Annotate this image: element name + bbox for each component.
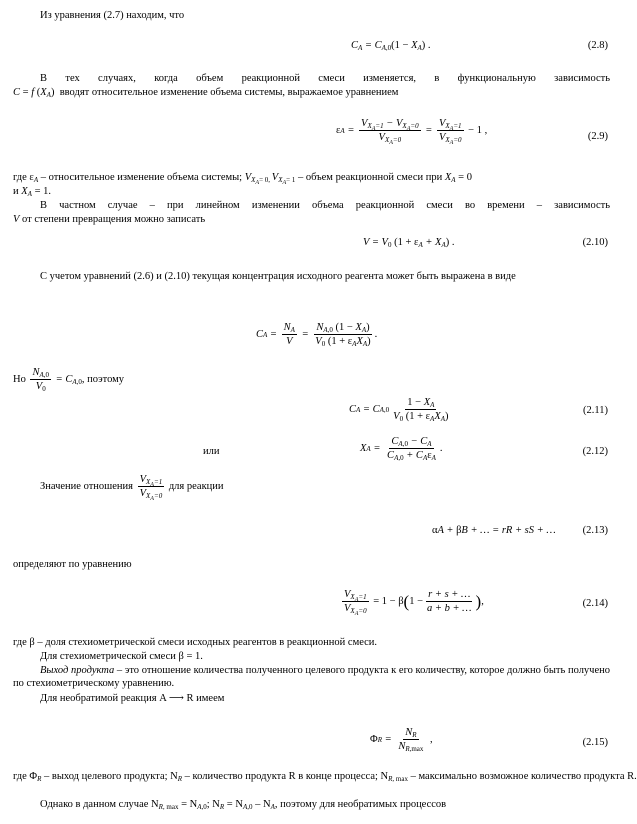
paragraph-epsilon-def: где $\varepsilon_A$ – относительное изменение объема системы; $V_{X_A= 0,}$ $V_{X_A= 1}$ – объем реакционной смеси при $X_A = 0$ bbox=[13, 172, 472, 186]
paragraph-irreversible: Для необратимой реакция A ⟶ R имеем bbox=[40, 693, 225, 704]
paragraph-ratio: Значение отношения $\frac{V_{X_A=1}}{V_{X_A=0}}$ для реакции bbox=[40, 474, 224, 502]
equation-2-10: $V = V_0$ $(1 + \varepsilon_A + X_A)$ . bbox=[363, 237, 455, 249]
equation-2-13: αA + βB + … = rR + sS + … bbox=[432, 525, 556, 536]
paragraph-volume-change: В тех случаях, когда объем реакционной смеси изменяется, в функциональную зависимость bbox=[40, 73, 610, 84]
equation-2-12: X A = $\frac{C_{A,0} - C_A}{C_{A,0} + C_A\varepsilon_A}$ . bbox=[360, 436, 443, 462]
equation-number-2-9: (2.9) bbox=[587, 131, 608, 142]
equation-2-14: $\frac{V_{X_A=1}}{V_{X_A=0}}$ = 1 − β ( 1 − $\frac{r + s + \dots}{a + b + \dots}$ ) , bbox=[344, 589, 484, 617]
equation-number-2-14: (2.14) bbox=[582, 598, 608, 609]
paragraph-stoich: Для стехиометрической смеси β = 1. bbox=[40, 651, 203, 662]
paragraph-phi-def: где $\Phi_R$ – выход целевого продукта; $N_R$ – количество продукта R в конце процесса; $N_{R, max}$ – максимально возможное количество продукта R. bbox=[13, 771, 637, 783]
paragraph-but: Но $\frac{N_{A,0}}{V_0}$ = $C_{A,0}$ , поэтому bbox=[13, 367, 125, 393]
equation-number-2-8: (2.8) bbox=[587, 40, 608, 51]
paragraph-yield-def: Выход продукта – это отношение количества полученного целевого продукта к его количеству, которое должно быть получено по стехиометрическому уравнению. bbox=[13, 665, 610, 689]
equation-number-2-15: (2.15) bbox=[582, 737, 608, 748]
equation-2-15: Φ R = $\frac{N_R}{N_{R,max}}$ , bbox=[370, 727, 433, 753]
equation-number-2-13: (2.13) bbox=[582, 525, 608, 536]
paragraph-determine: определяют по уравнению bbox=[13, 559, 132, 570]
equation-2-8: $C_A = C_{A,0}(1 - X_A)$ . bbox=[351, 40, 431, 52]
equation-number-2-10: (2.10) bbox=[582, 237, 608, 248]
equation-2-9: ε A = $\frac{V_{X_A=1} - V_{X_A=0}}{V_{X_A=0}}$ = $\frac{V_{X_A=1}}{V_{X_A=0}}$ − 1 , bbox=[336, 118, 488, 146]
volume-change-text: вводят относительное изменение объема системы, выражаемое уравнением bbox=[59, 87, 399, 98]
paragraph-last: Однако в данном случае $N_{R, max} = N_{A,0}$; $N_R = N_{A,0} - N_A$, поэтому для необратимых процессов bbox=[40, 799, 447, 811]
paragraph-epsilon-def-line2: и $X_A = 1$. bbox=[13, 186, 51, 198]
equation-2-11: C A = C A, 0 $\frac{1 - X_A}{V_0 (1 + \varepsilon_AX_A)}$ bbox=[349, 397, 449, 423]
paragraph-concentration: С учетом уравнений (2.6) и (2.10) текущая концентрация исходного реагента может быть выражена в виде bbox=[40, 271, 516, 282]
equation-concentration: C A = $\frac{N_A}{V}$ = $\frac{N_{A,0} (1 - X_A)}{V_0 (1 + \varepsilon_AX_A)}$ . bbox=[256, 322, 378, 348]
paragraph-volume-change-line2: C = f $(X_A)$ вводят относительное изменение объема системы, выражаемое уравнением bbox=[13, 87, 399, 99]
text-or: или bbox=[203, 446, 220, 457]
paragraph-linear-change: В частном случае – при линейном изменении объема реакционной смеси во времени – зависимость bbox=[40, 200, 610, 211]
paragraph-linear-change-line2: V от степени превращения можно записать bbox=[13, 214, 206, 225]
paragraph-beta-def: где β – доля стехиометрической смеси исходных реагентов в реакционной смеси. bbox=[13, 637, 378, 648]
equation-number-2-11: (2.11) bbox=[583, 405, 608, 416]
equation-number-2-12: (2.12) bbox=[582, 446, 608, 457]
intro-text: Из уравнения (2.7) находим, что bbox=[40, 10, 185, 21]
